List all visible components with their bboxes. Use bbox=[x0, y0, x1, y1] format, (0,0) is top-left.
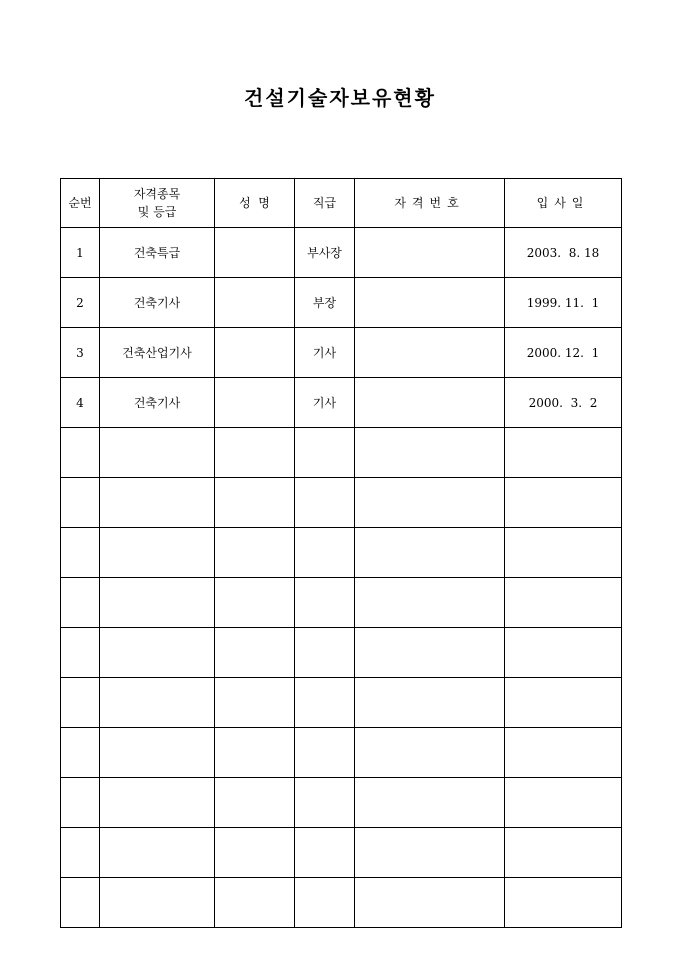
table-row bbox=[61, 328, 622, 378]
cell-qualification: 건축산업기사 bbox=[100, 328, 215, 378]
cell-qualification bbox=[100, 728, 215, 778]
header-qualification-line2: 및 등급 bbox=[137, 205, 177, 219]
cell-rank: 기사 bbox=[295, 378, 355, 428]
cell-license-no bbox=[355, 278, 505, 328]
cell-hire-date bbox=[505, 678, 622, 728]
cell-hire-date: 2000. 3. 2 bbox=[505, 378, 622, 428]
cell-rank bbox=[295, 478, 355, 528]
cell-license-no bbox=[355, 578, 505, 628]
cell-hire-date: 1999. 11. 1 bbox=[505, 278, 622, 328]
cell-hire-date bbox=[505, 828, 622, 878]
cell-license-no bbox=[355, 628, 505, 678]
cell-license-no bbox=[355, 878, 505, 928]
cell-name bbox=[215, 578, 295, 628]
table-row bbox=[61, 228, 622, 278]
header-qualification bbox=[100, 179, 215, 228]
cell-qualification: 건축기사 bbox=[100, 378, 215, 428]
cell-seq: 4 bbox=[61, 378, 100, 428]
cell-name bbox=[215, 678, 295, 728]
cell-name bbox=[215, 328, 295, 378]
cell-seq bbox=[61, 828, 100, 878]
cell-qualification bbox=[100, 878, 215, 928]
cell-seq bbox=[61, 628, 100, 678]
cell-qualification bbox=[100, 678, 215, 728]
header-name: 성 명 bbox=[215, 179, 295, 228]
cell-seq: 1 bbox=[61, 228, 100, 278]
cell-seq bbox=[61, 528, 100, 578]
cell-name bbox=[215, 878, 295, 928]
cell-rank: 부사장 bbox=[295, 228, 355, 278]
cell-rank bbox=[295, 878, 355, 928]
cell-rank bbox=[295, 678, 355, 728]
cell-name bbox=[215, 428, 295, 478]
cell-license-no bbox=[355, 728, 505, 778]
cell-qualification bbox=[100, 528, 215, 578]
table-row bbox=[61, 478, 622, 528]
cell-rank bbox=[295, 578, 355, 628]
header-license-no: 자격번호 bbox=[355, 179, 505, 228]
cell-hire-date bbox=[505, 628, 622, 678]
cell-license-no bbox=[355, 428, 505, 478]
cell-seq bbox=[61, 478, 100, 528]
table-row bbox=[61, 678, 622, 728]
cell-name bbox=[215, 828, 295, 878]
table-row bbox=[61, 578, 622, 628]
header-qualification-line1: 자격종목 bbox=[133, 187, 181, 201]
cell-qualification bbox=[100, 478, 215, 528]
technician-roster-table bbox=[60, 178, 622, 928]
table-body bbox=[61, 228, 622, 928]
cell-name bbox=[215, 278, 295, 328]
cell-qualification bbox=[100, 778, 215, 828]
header-rank: 직급 bbox=[295, 179, 355, 228]
table-header-row bbox=[61, 179, 622, 228]
cell-seq bbox=[61, 728, 100, 778]
cell-license-no bbox=[355, 828, 505, 878]
cell-license-no bbox=[355, 478, 505, 528]
cell-hire-date bbox=[505, 778, 622, 828]
table-row bbox=[61, 428, 622, 478]
cell-seq bbox=[61, 678, 100, 728]
cell-hire-date bbox=[505, 878, 622, 928]
cell-qualification: 건축기사 bbox=[100, 278, 215, 328]
table-row bbox=[61, 278, 622, 328]
cell-name bbox=[215, 778, 295, 828]
cell-name bbox=[215, 528, 295, 578]
cell-seq bbox=[61, 778, 100, 828]
table-row bbox=[61, 528, 622, 578]
cell-rank bbox=[295, 728, 355, 778]
cell-hire-date bbox=[505, 478, 622, 528]
table-row bbox=[61, 778, 622, 828]
header-hire-date: 입사일 bbox=[505, 179, 622, 228]
cell-rank bbox=[295, 628, 355, 678]
table-row bbox=[61, 628, 622, 678]
cell-hire-date bbox=[505, 528, 622, 578]
cell-name bbox=[215, 228, 295, 278]
cell-license-no bbox=[355, 228, 505, 278]
cell-rank bbox=[295, 428, 355, 478]
header-seq: 순번 bbox=[61, 179, 100, 228]
cell-seq: 2 bbox=[61, 278, 100, 328]
cell-license-no bbox=[355, 778, 505, 828]
table-row bbox=[61, 378, 622, 428]
cell-license-no bbox=[355, 528, 505, 578]
cell-seq bbox=[61, 578, 100, 628]
table-row bbox=[61, 828, 622, 878]
cell-name bbox=[215, 478, 295, 528]
cell-name bbox=[215, 378, 295, 428]
cell-rank bbox=[295, 778, 355, 828]
table-row bbox=[61, 878, 622, 928]
cell-qualification bbox=[100, 828, 215, 878]
cell-seq bbox=[61, 428, 100, 478]
cell-hire-date: 2000. 12. 1 bbox=[505, 328, 622, 378]
cell-qualification bbox=[100, 628, 215, 678]
cell-rank: 부장 bbox=[295, 278, 355, 328]
cell-name bbox=[215, 728, 295, 778]
cell-qualification bbox=[100, 578, 215, 628]
cell-qualification: 건축특급 bbox=[100, 228, 215, 278]
cell-hire-date: 2003. 8. 18 bbox=[505, 228, 622, 278]
cell-license-no bbox=[355, 328, 505, 378]
cell-hire-date bbox=[505, 578, 622, 628]
cell-seq: 3 bbox=[61, 328, 100, 378]
cell-seq bbox=[61, 878, 100, 928]
cell-name bbox=[215, 628, 295, 678]
cell-rank: 기사 bbox=[295, 328, 355, 378]
cell-qualification bbox=[100, 428, 215, 478]
table-row bbox=[61, 728, 622, 778]
page-title: 건설기술자보유현황 bbox=[244, 86, 436, 110]
cell-rank bbox=[295, 528, 355, 578]
cell-license-no bbox=[355, 378, 505, 428]
cell-license-no bbox=[355, 678, 505, 728]
cell-hire-date bbox=[505, 428, 622, 478]
cell-rank bbox=[295, 828, 355, 878]
cell-hire-date bbox=[505, 728, 622, 778]
